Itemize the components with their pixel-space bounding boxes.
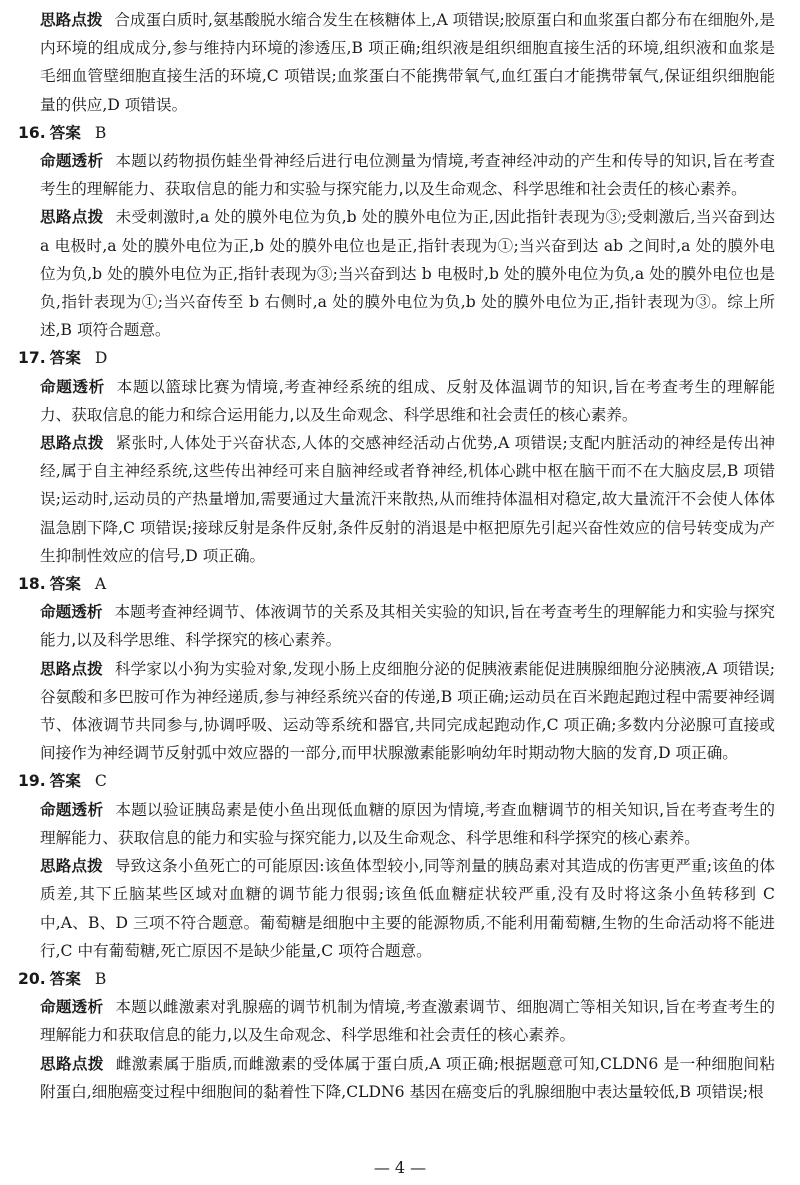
solution-paragraph xyxy=(40,1050,775,1106)
question-16 xyxy=(18,119,775,345)
answer-label: 答案 xyxy=(49,772,81,791)
analysis-paragraph xyxy=(40,993,775,1049)
analysis-paragraph xyxy=(40,598,775,654)
solution-heading: 思路点拨 xyxy=(40,434,104,453)
solution-heading: 思路点拨 xyxy=(40,857,103,876)
answer-label: 答案 xyxy=(49,969,81,988)
answer-value: C xyxy=(94,772,107,791)
answer-value: D xyxy=(94,349,108,368)
answer-label: 答案 xyxy=(49,349,81,368)
question-number: 19. xyxy=(18,772,46,791)
analysis-heading: 命题透析 xyxy=(40,603,103,622)
solution-heading: 思路点拨 xyxy=(40,659,103,678)
analysis-paragraph xyxy=(40,373,775,429)
answer-line xyxy=(18,570,775,598)
solution-text: 导致这条小鱼死亡的可能原因:该鱼体型较小,同等剂量的胰岛素对其造成的伤害更严重;该鱼的体质差,其下丘脑某些区域对血糖的调节能力很弱;该鱼低血糖症状较严重,没有及时将这条小鱼转移到 C 中,A、B、D 三项不符合题意。葡萄糖是细胞中主要的能源物质,不能利用葡萄糖,生物的生命活动将不能进行,C 中有葡萄糖,死亡原因不是缺少能量,C 项符合题意。 xyxy=(40,857,775,960)
answer-line xyxy=(18,767,775,795)
analysis-paragraph xyxy=(40,796,775,852)
solution-paragraph xyxy=(40,655,775,768)
analysis-text: 本题以药物损伤蛙坐骨神经后进行电位测量为情境,考查神经冲动的产生和传导的知识,旨在考查考生的理解能力、获取信息的能力和实验与探究能力,以及生命观念、科学思维和社会责任的核心素养。 xyxy=(40,152,775,199)
analysis-text: 本题以验证胰岛素是使小鱼出现低血糖的原因为情境,考查血糖调节的相关知识,旨在考查考生的理解能力、获取信息的能力和实验与探究能力,以及生命观念、科学思维和科学探究的核心素养。 xyxy=(40,800,775,847)
solution-heading: 思路点拨 xyxy=(40,1054,104,1073)
question-number: 18. xyxy=(18,575,46,594)
solution-heading: 思路点拨 xyxy=(40,11,103,29)
answer-value: B xyxy=(94,123,107,142)
analysis-heading: 命题透析 xyxy=(40,152,104,171)
analysis-heading: 命题透析 xyxy=(40,998,104,1017)
question-17 xyxy=(18,344,775,570)
document-page xyxy=(18,6,775,1106)
solution-heading: 思路点拨 xyxy=(40,208,104,227)
analysis-text: 本题考查神经调节、体液调节的关系及其相关实验的知识,旨在考查考生的理解能力和实验与探究能力,以及科学思维、科学探究的核心素养。 xyxy=(40,603,775,650)
analysis-text: 本题以雌激素对乳腺癌的调节机制为情境,考查激素调节、细胞凋亡等相关知识,旨在考查考生的理解能力和获取信息的能力,以及生命观念、科学思维和社会责任的核心素养。 xyxy=(40,998,775,1045)
question-number: 20. xyxy=(18,969,46,988)
solution-text: 未受刺激时,a 处的膜外电位为负,b 处的膜外电位为正,因此指针表现为③;受刺激后,当兴奋到达 a 电极时,a 处的膜外电位为正,b 处的膜外电位也是正,指针表现为①;当兴奋到达 ab 之间时,a 处的膜外电位为负,b 处的膜外电位为正,指针表现为③;当兴奋到达 b 电极时,b 处的膜外电位为负,a 处的膜外电位也是负,指针表现为①;当兴奋传至 b 右侧时,a 处的膜外电位为负,b 处的膜外电位为正,指针表现为③。综上所述,B 项符合题意。 xyxy=(40,208,775,340)
answer-value: A xyxy=(94,575,107,594)
question-19 xyxy=(18,767,775,964)
solution-text: 合成蛋白质时,氨基酸脱水缩合发生在核糖体上,A 项错误;胶原蛋白和血浆蛋白都分布在细胞外,是内环境的组成成分,参与维持内环境的渗透压,B 项正确;组织液是组织细胞直接生活的环境,组织液和血浆是毛细血管壁细胞直接生活的环境,C 项错误;血浆蛋白不能携带氧气,血红蛋白才能携带氧气,保证组织细胞能量的供应,D 项错误。 xyxy=(40,11,775,114)
answer-line xyxy=(18,965,775,993)
solution-text: 紧张时,人体处于兴奋状态,人体的交感神经活动占优势,A 项错误;支配内脏活动的神经是传出神经,属于自主神经系统,这些传出神经可来自脑神经或者脊神经,机体心跳中枢在脑干而不在大脑皮层,B 项错误;运动时,运动员的产热量增加,需要通过大量流汗来散热,从而维持体温相对稳定,故大量流汗不会使人体体温急剧下降,C 项错误;接球反射是条件反射,条件反射的消退是中枢把原先引起兴奋性效应的信号转变成为产生抑制性效应的信号,D 项正确。 xyxy=(40,434,775,565)
solution-paragraph xyxy=(40,852,775,965)
question-number: 16. xyxy=(18,123,46,142)
answer-label: 答案 xyxy=(49,123,81,142)
top-solution-paragraph xyxy=(40,6,775,119)
solution-paragraph xyxy=(40,203,775,344)
answer-line xyxy=(18,119,775,147)
answer-line xyxy=(18,344,775,372)
solution-text: 雌激素属于脂质,而雌激素的受体属于蛋白质,A 项正确;根据题意可知,CLDN6 是一种细胞间粘附蛋白,细胞癌变过程中细胞间的黏着性下降,CLDN6 基因在癌变后的乳腺细胞中表达量较低,B 项错误;根 xyxy=(40,1054,775,1101)
solution-paragraph xyxy=(40,429,775,570)
answer-label: 答案 xyxy=(49,575,81,594)
question-20 xyxy=(18,965,775,1106)
analysis-paragraph xyxy=(40,147,775,203)
question-18 xyxy=(18,570,775,767)
question-number: 17. xyxy=(18,349,46,368)
analysis-text: 本题以篮球比赛为情境,考查神经系统的组成、反射及体温调节的知识,旨在考查考生的理解能力、获取信息的能力和综合运用能力,以及生命观念、科学思维和社会责任的核心素养。 xyxy=(40,377,775,424)
answer-value: B xyxy=(94,969,107,988)
analysis-heading: 命题透析 xyxy=(40,377,105,396)
page-number: — 4 — xyxy=(373,1158,427,1177)
solution-text: 科学家以小狗为实验对象,发现小肠上皮细胞分泌的促胰液素能促进胰腺细胞分泌胰液,A 项错误;谷氨酸和多巴胺可作为神经递质,参与神经系统兴奋的传递,B 项正确;运动员在百米跑起跑过程中需要神经调节、体液调节共同参与,协调呼吸、运动等系统和器官,共同完成起跑动作,C 项正确;多数内分泌腺可直接或间接作为神经调节反射弧中效应器的一部分,而甲状腺激素能影响幼年时期动物大脑的发育,D 项正确。 xyxy=(40,659,775,763)
analysis-heading: 命题透析 xyxy=(40,800,104,819)
